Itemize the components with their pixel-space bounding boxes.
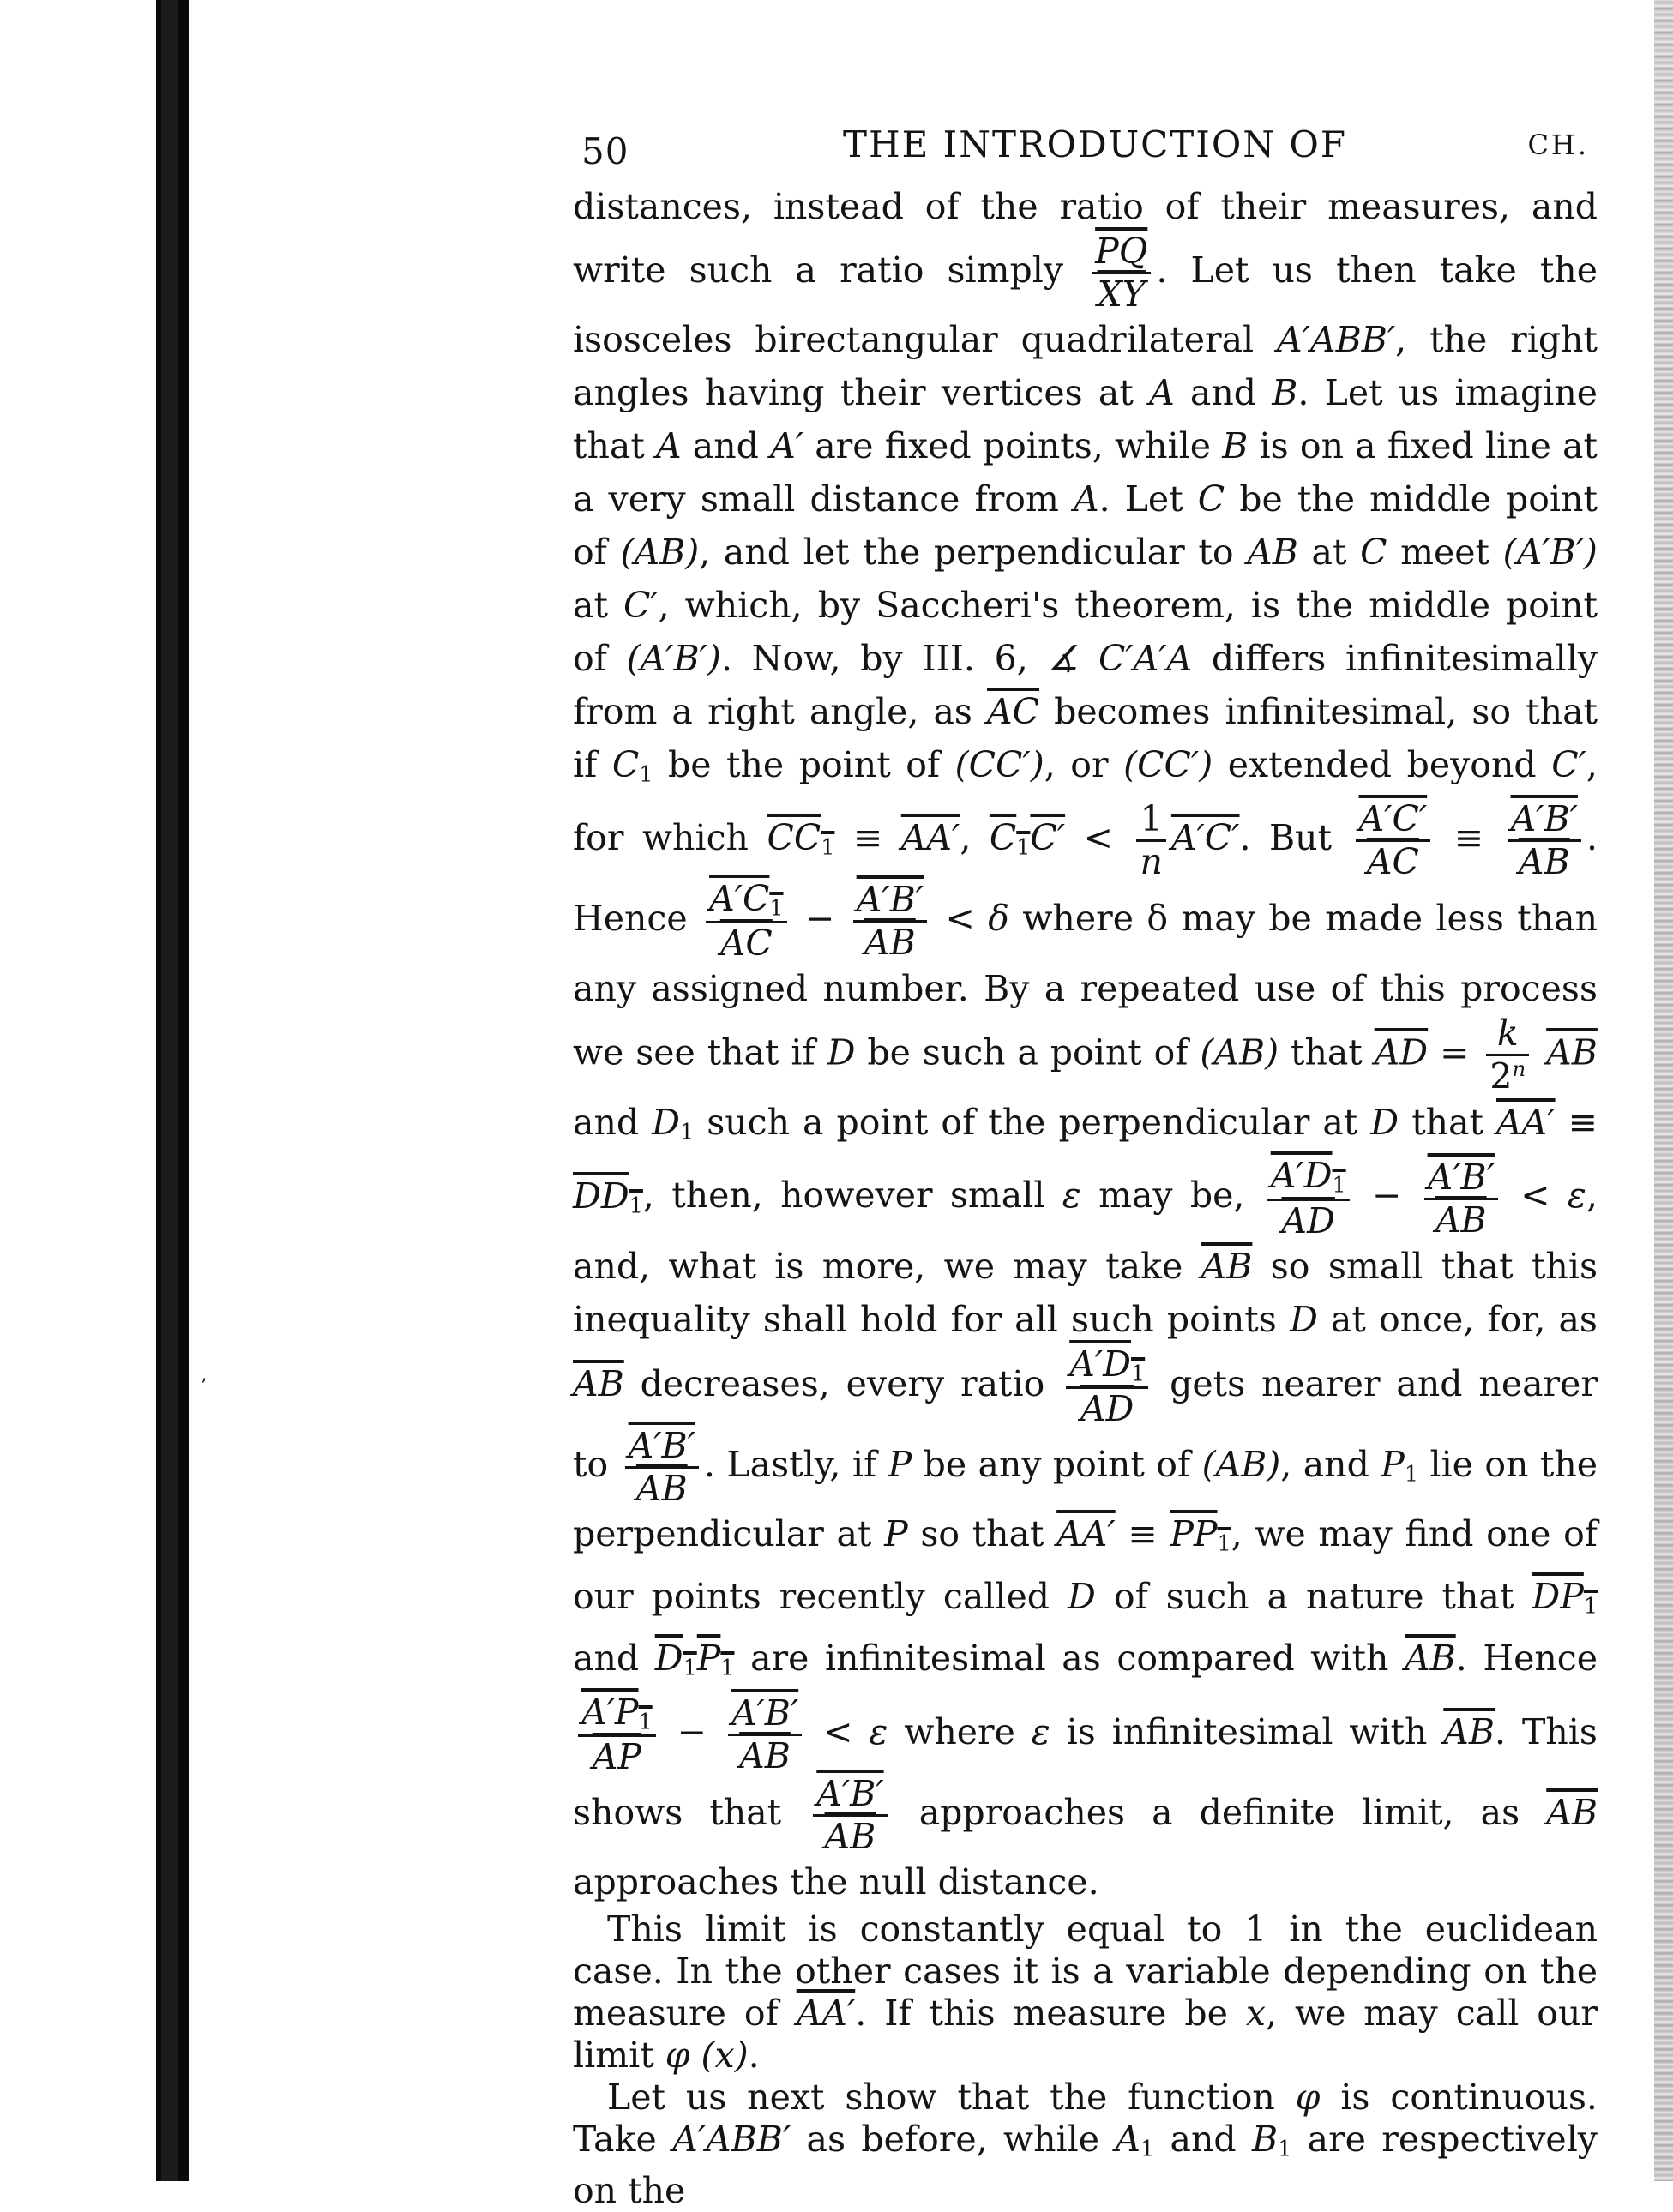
running-head xyxy=(573,111,1598,180)
book-page xyxy=(573,111,1598,2211)
paragraph-2: This limit is constantly equal to 1 in the euclidean case. In the other cases it is a variable depending on the measure of AA′. If this measure be x, we may call our limit φ (x). xyxy=(573,1908,1598,2077)
binding-shadow xyxy=(0,0,187,2181)
fraction-apc1-ac: $\frac{A'C_1}{AC}$ xyxy=(706,881,786,962)
fraction-apbp-ab: $\frac{A'B'}{AB}$ xyxy=(1508,801,1581,881)
stray-mark: ’ xyxy=(201,1376,207,1398)
running-title: THE INTRODUCTION OF xyxy=(843,123,1347,165)
binding-dark-core xyxy=(161,0,178,2181)
body-text xyxy=(573,180,1598,2212)
fraction-pq-xy: $\frac{\overline{PQ}}{XY}$ xyxy=(1092,233,1151,313)
paragraph-3: Let us next show that the function φ is continuous. Take A′ABB′ as before, while $A_1$ and $B_1$ are respectively on the xyxy=(573,2077,1598,2211)
fraction-apbp-ab-4: $\frac{A'B'}{AB}$ xyxy=(625,1428,699,1507)
page-number: 50 xyxy=(581,130,629,172)
fraction-app1-ap: $\frac{A'P_1}{AP}$ xyxy=(578,1694,656,1776)
fraction-apbp-ab-6: $\frac{A'B'}{AB}$ xyxy=(813,1776,887,1855)
fraction-apbp-ab-5: $\frac{A'B'}{AB}$ xyxy=(728,1695,802,1775)
page-edge-right xyxy=(1654,0,1673,2181)
fraction-apcp-ac: $\frac{A'C'}{AC}$ xyxy=(1356,801,1431,881)
chapter-mark: CH. xyxy=(1527,129,1589,161)
fraction-k-2n: $\frac{k}{2^n}$ xyxy=(1486,1015,1529,1096)
fraction-apbp-ab-2: $\frac{A'B'}{AB}$ xyxy=(853,881,927,961)
paragraph-1: distances, instead of the ratio of their measures, and write such a ratio simply $\frac{\overline{PQ}}{XY}$ . Let us then take the isosceles birectangular quadrilateral A′ABB′, the right angles having their vertices at A and B. Let us imagine that A and A′ are fixed points, while B is on a fixed line at a very small distance from A. Let C be the middle point of (AB), and let the perpendicular to AB at C meet (A′B′) at C′, which, by Saccheri's theorem, is the middle point of (A′B′). Now, by III. 6, ∡ C′A′A differs infinitesimally from a right angle, as $\overline{AC}$ becomes infinitesimal, so that if $C_1$ be the point of (CC′), or (CC′) extended beyond C′, for which $CC_1 \equiv AA'$, $C_1C'$ < $\frac{1}{n}$ A′C′. But $\frac{A'C'}{AC}$ ≡ $\frac{A'B'}{AB}$ . Hence $\frac{A'C_1}{AC}$ − $\frac{A'B'}{AB}$ < δ where δ may be made less than any assigned number. By a repeated use of this process we see that if D be such a point of (AB) that $\overline{AD}$ = $\frac{k}{2^n}$ $\overline{AB}$ and $D_1$ such a point of the perpendicular at D that $AA' \equiv DD_1$, then, however small ε may be, $\frac{A'D_1}{AD}$ − $\frac{A'B'}{AB}$ < ε, and, what is more, we may take $\overline{AB}$ so small that this inequality shall hold for all such points D at once, for, as $\overline{AB}$ decreases, every ratio $\frac{A'D_1}{AD}$ gets nearer and nearer to $\frac{A'B'}{AB}$ . Lastly, if P be any point of (AB), and $P_1$ lie on the perpendicular at P so that $AA' \equiv PP_1$, we may find one of our points recently called D of such a nature that $DP_1$ and $D_1P_1$ are infinitesimal as compared with $\overline{AB}$. Hence $\frac{A'P_1}{AP}$ − $\frac{A'B'}{AB}$ < ε where ε is infinitesimal with $\overline{AB}$. This shows that $\frac{A'B'}{AB}$ approaches a definite limit, as $\overline{AB}$ approaches the null distance. xyxy=(573,186,1598,1903)
fraction-1-n: $\frac{1}{n}$ xyxy=(1136,801,1165,881)
fraction-apbp-ab-3: $\frac{A'B'}{AB}$ xyxy=(1424,1159,1498,1239)
fraction-apd1-ad: $\frac{A'D_1}{AD}$ xyxy=(1267,1157,1350,1239)
fraction-apd1-ad-2: $\frac{A'D_1}{AD}$ xyxy=(1066,1346,1148,1428)
